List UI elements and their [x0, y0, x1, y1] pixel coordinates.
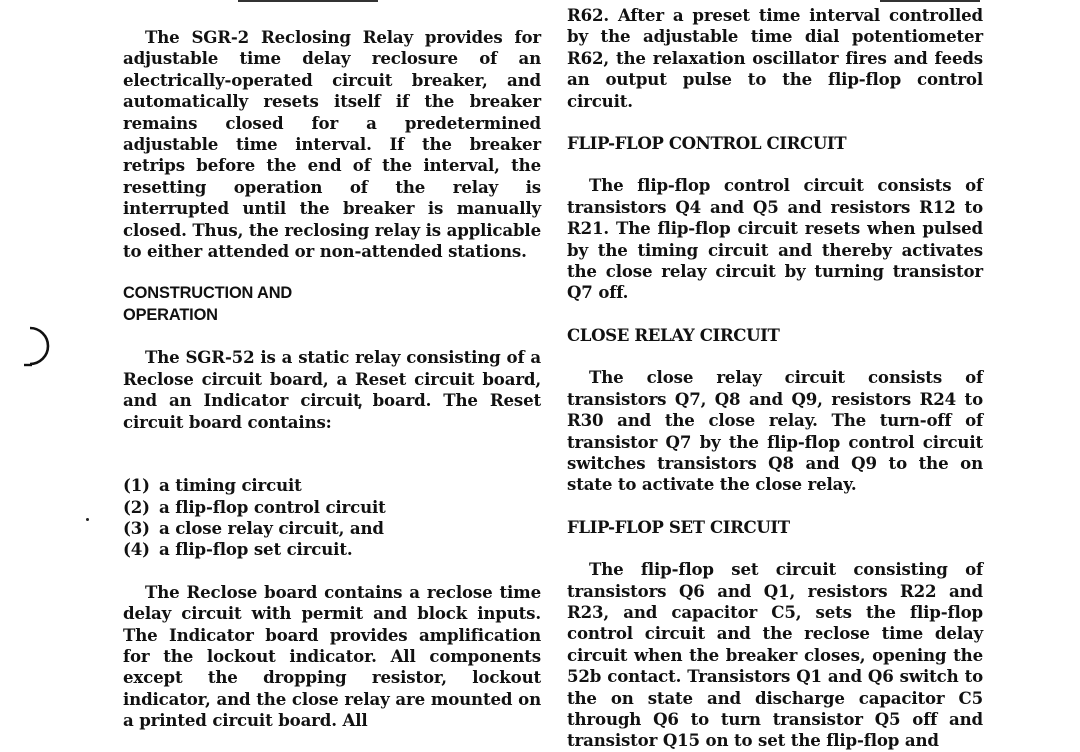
reset-board-circuit-list: [123, 475, 541, 561]
reclose-board-paragraph: The Reclose board contains a reclose time delay circuit with permit and block inputs. The Indicator board provides amplification for the lockout indicator. All components except the dropping resistor, lockout indicator, and the close relay are mounted on a printed circuit board. All: [123, 581, 541, 731]
section-heading-operation: OPERATION: [123, 305, 218, 324]
list-item: (4) a flip-flop set circuit.: [123, 539, 353, 560]
section-heading-flip-flop-set: FLIP-FLOP SET CIRCUIT: [567, 516, 790, 537]
right-column: [567, 0, 983, 752]
left-column: [123, 0, 541, 732]
binder-hole-mark: [18, 324, 52, 370]
timing-continuation-paragraph: R62. After a preset time interval controlled by the adjustable time dial potentiometer R62, the relaxation oscillator fires and feeds an output pulse to the flip-flop control circuit.: [567, 5, 983, 111]
section-heading-flip-flop-control: FLIP-FLOP CONTROL CIRCUIT: [567, 133, 847, 154]
list-item: (2) a flip-flop control circuit: [123, 496, 386, 517]
flip-flop-control-paragraph: The flip-flop control circuit consists of transistors Q4 and Q5 and resistors R12 to R21. The flip-flop circuit resets when pulsed by the timing circuit and thereby activates the close relay circuit by turning transistor Q7 off.: [567, 175, 983, 303]
close-relay-paragraph: The close relay circuit consists of transistors Q7, Q8 and Q9, resistors R24 to R30 and the close relay. The turn-off of transistor Q7 by the flip-flop control circuit switches transistors Q8 and Q9 to the on state to activate the close relay.: [567, 367, 983, 495]
intro-paragraph: The SGR-2 Reclosing Relay provides for adjustable time delay reclosure of an electrically-operated circuit breaker, and automatically resets itself if the breaker remains closed for a predetermined adjustable time interval. If the breaker retrips before the end of the interval, the resetting operation of the relay is interrupted until the breaker is manually closed. Thus, the reclosing relay is applicable to either attended or non-attended stations.: [123, 27, 541, 262]
section-heading-construction: CONSTRUCTION AND: [123, 284, 293, 303]
list-item: (3) a close relay circuit, and: [123, 517, 384, 538]
scan-speck: [86, 518, 89, 521]
section-heading-close-relay: CLOSE RELAY CIRCUIT: [567, 324, 780, 345]
construction-paragraph: The SGR-52 is a static relay consisting of a Reclose circuit board, a Reset circuit board, and an Indicator circuit board. The Reset circuit board contains:: [123, 347, 541, 432]
flip-flop-set-paragraph: The flip-flop set circuit consisting of transistors Q6 and Q1, resistors R22 and R23, and capacitor C5, sets the flip-flop control circuit and the reclose time delay circuit when the breaker closes, opening the 52b contact. Transistors Q1 and Q6 switch to the on state and discharge capacitor C5 through Q6 to turn transistor Q5 off and transistor Q15 on to set the flip-flop and: [567, 559, 983, 751]
list-item: (1) a timing circuit: [123, 475, 302, 496]
